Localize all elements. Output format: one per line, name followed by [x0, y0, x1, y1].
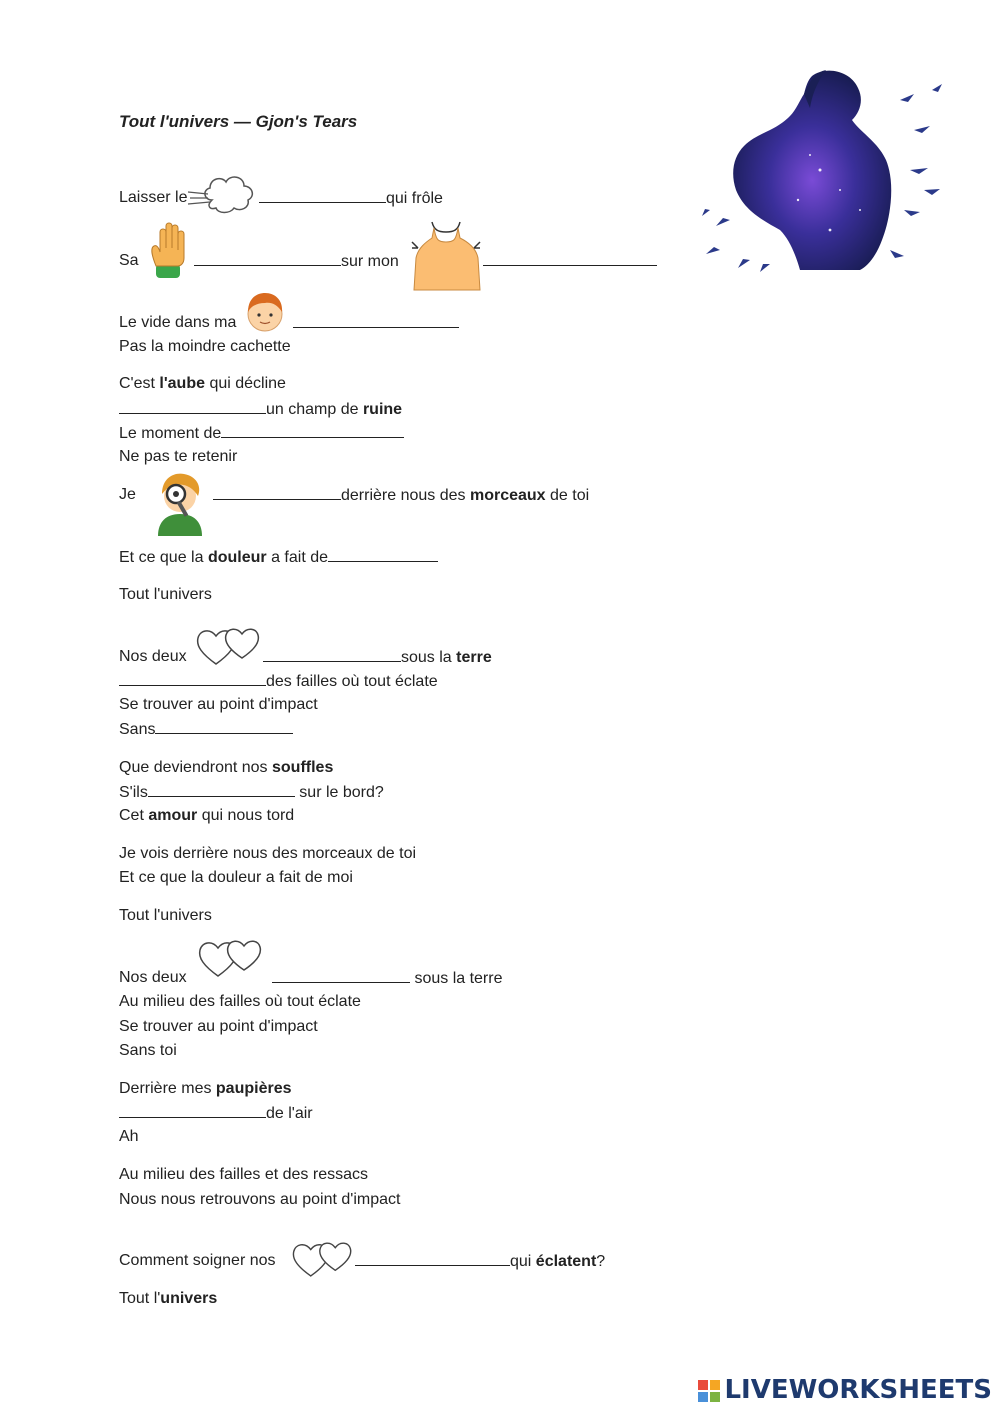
lyric-text: Sa — [119, 252, 139, 269]
lyric-bold: souffles — [272, 759, 334, 776]
lyric-text: Tout l' — [119, 1290, 161, 1307]
lyric-text: qui nous tord — [197, 807, 295, 824]
singer-silhouette-image — [700, 60, 950, 280]
lyric-line-24: Se trouver au point d'impact — [119, 1018, 318, 1035]
lyric-text: un champ de — [266, 401, 363, 418]
lyric-bold: terre — [456, 649, 492, 666]
brand-name: LIVEWORKSHEETS — [724, 1375, 992, 1405]
lyric-line-22 — [119, 968, 187, 988]
lyric-text: Cet — [119, 807, 149, 824]
lyric-bold: morceaux — [469, 487, 546, 504]
lyric-line-2-end — [483, 251, 657, 272]
fill-blank-input[interactable] — [119, 399, 266, 414]
lyric-text: qui frôle — [386, 190, 443, 207]
fill-blank-input[interactable] — [148, 782, 295, 797]
lyric-text: Nos deux — [119, 969, 187, 986]
page-title: Tout l'univers — Gjon's Tears — [119, 112, 358, 131]
wind-cloud-icon — [186, 170, 260, 220]
lyric-text: des failles où tout éclate — [266, 673, 438, 690]
lyric-line-31 — [119, 1251, 276, 1271]
lyric-line-21: Tout l'univers — [119, 907, 212, 924]
fill-blank-input[interactable] — [355, 1251, 510, 1266]
lyric-line-30: Nous nous retrouvons au point d'impact — [119, 1191, 401, 1208]
lyric-line-3-end — [293, 313, 459, 334]
liveworksheets-logo[interactable] — [698, 1375, 992, 1405]
lyric-line-12 — [119, 647, 187, 667]
lyric-bold: douleur — [207, 549, 267, 566]
lyric-line-5 — [119, 374, 286, 394]
fill-blank-input[interactable] — [155, 719, 293, 734]
lyric-line-12-end — [263, 647, 492, 668]
lyric-line-29: Au milieu des failles et des ressacs — [119, 1166, 368, 1183]
lyric-line-16 — [119, 758, 333, 778]
fill-blank-input[interactable] — [119, 671, 266, 686]
lyric-text: S'ils — [119, 784, 148, 801]
lyric-line-31-end — [355, 1251, 605, 1272]
hearts-icon — [290, 1238, 356, 1280]
lyric-line-2-mid — [194, 251, 399, 272]
lyric-text: derrière nous des — [341, 487, 470, 504]
lyric-line-3 — [119, 313, 236, 333]
lyric-text: Nos deux — [119, 648, 187, 665]
lyric-bold: amour — [148, 807, 198, 824]
lyric-text: sous la — [401, 649, 457, 666]
lyric-bold: ruine — [362, 401, 403, 418]
lyric-line-11: Tout l'univers — [119, 586, 212, 603]
shoulder-icon — [408, 218, 484, 292]
lyric-line-27 — [119, 1103, 313, 1124]
fill-blank-input[interactable] — [194, 251, 341, 266]
lyric-text: sur le bord? — [294, 784, 384, 801]
hearts-icon — [196, 936, 266, 980]
lyric-line-1-end — [259, 188, 443, 209]
lyric-line-14: Se trouver au point d'impact — [119, 696, 318, 713]
lyric-text: Le vide dans ma — [119, 314, 237, 331]
fill-blank-input[interactable] — [213, 485, 341, 500]
lyric-text: de toi — [545, 487, 590, 504]
fill-blank-input[interactable] — [272, 968, 410, 983]
lyric-text: sur mon — [341, 253, 399, 270]
lyric-line-8: Ne pas te retenir — [119, 448, 238, 465]
fill-blank-input[interactable] — [293, 313, 459, 328]
fill-blank-input[interactable] — [221, 423, 404, 438]
lyric-line-19: Je vois derrière nous des morceaux de toi — [119, 845, 417, 862]
lyric-line-6 — [119, 399, 402, 420]
lyric-text: qui — [510, 1253, 536, 1270]
fill-blank-input[interactable] — [328, 547, 438, 562]
lyric-bold: univers — [160, 1290, 218, 1307]
logo-grid-icon — [698, 1380, 720, 1402]
lyric-line-2 — [119, 251, 139, 271]
lyric-bold: éclatent — [535, 1253, 597, 1270]
lyric-text: ? — [596, 1253, 606, 1270]
lyric-text: de l'air — [266, 1105, 313, 1122]
lyric-line-22-end — [272, 968, 502, 989]
hearts-icon — [194, 624, 264, 668]
lyric-line-23: Au milieu des failles où tout éclate — [119, 993, 361, 1010]
lyric-line-7 — [119, 423, 404, 444]
lyric-text: C'est — [119, 375, 160, 392]
lyric-text: qui décline — [205, 375, 286, 392]
head-icon — [243, 290, 287, 334]
lyric-text: a fait de — [266, 549, 328, 566]
lyric-line-4: Pas la moindre cachette — [119, 338, 291, 355]
lyric-line-1 — [119, 188, 187, 208]
lyric-text: Sans — [119, 721, 156, 738]
lyric-line-25: Sans toi — [119, 1042, 177, 1059]
lyric-line-17 — [119, 782, 384, 803]
lyric-line-13 — [119, 671, 438, 692]
hand-icon — [146, 220, 192, 280]
lyric-text: Derrière mes — [119, 1080, 216, 1097]
lyric-line-32 — [119, 1289, 217, 1309]
lyric-text: Je — [119, 486, 136, 503]
fill-blank-input[interactable] — [119, 1103, 266, 1118]
lyric-bold: l'aube — [159, 375, 205, 392]
lyric-text: Et ce que la — [119, 549, 208, 566]
lyric-text: sous la terre — [410, 970, 503, 987]
lyric-text: Que deviendront nos — [119, 759, 272, 776]
lyric-line-9-end — [213, 485, 589, 506]
fill-blank-input[interactable] — [259, 188, 386, 203]
lyric-line-10 — [119, 547, 438, 568]
lyric-line-15 — [119, 719, 293, 740]
fill-blank-input[interactable] — [483, 251, 657, 266]
fill-blank-input[interactable] — [263, 647, 401, 662]
lyric-bold: paupières — [215, 1080, 292, 1097]
lyric-line-28: Ah — [119, 1128, 139, 1145]
lyric-line-9 — [119, 485, 136, 505]
lyric-line-26 — [119, 1079, 292, 1099]
lyric-text: Comment soigner nos — [119, 1252, 276, 1269]
magnifier-looking-icon — [152, 468, 210, 538]
lyric-text: Laisser le — [119, 189, 188, 206]
lyric-line-20: Et ce que la douleur a fait de moi — [119, 869, 353, 886]
lyric-text: Le moment de — [119, 425, 222, 442]
lyric-line-18 — [119, 806, 294, 826]
